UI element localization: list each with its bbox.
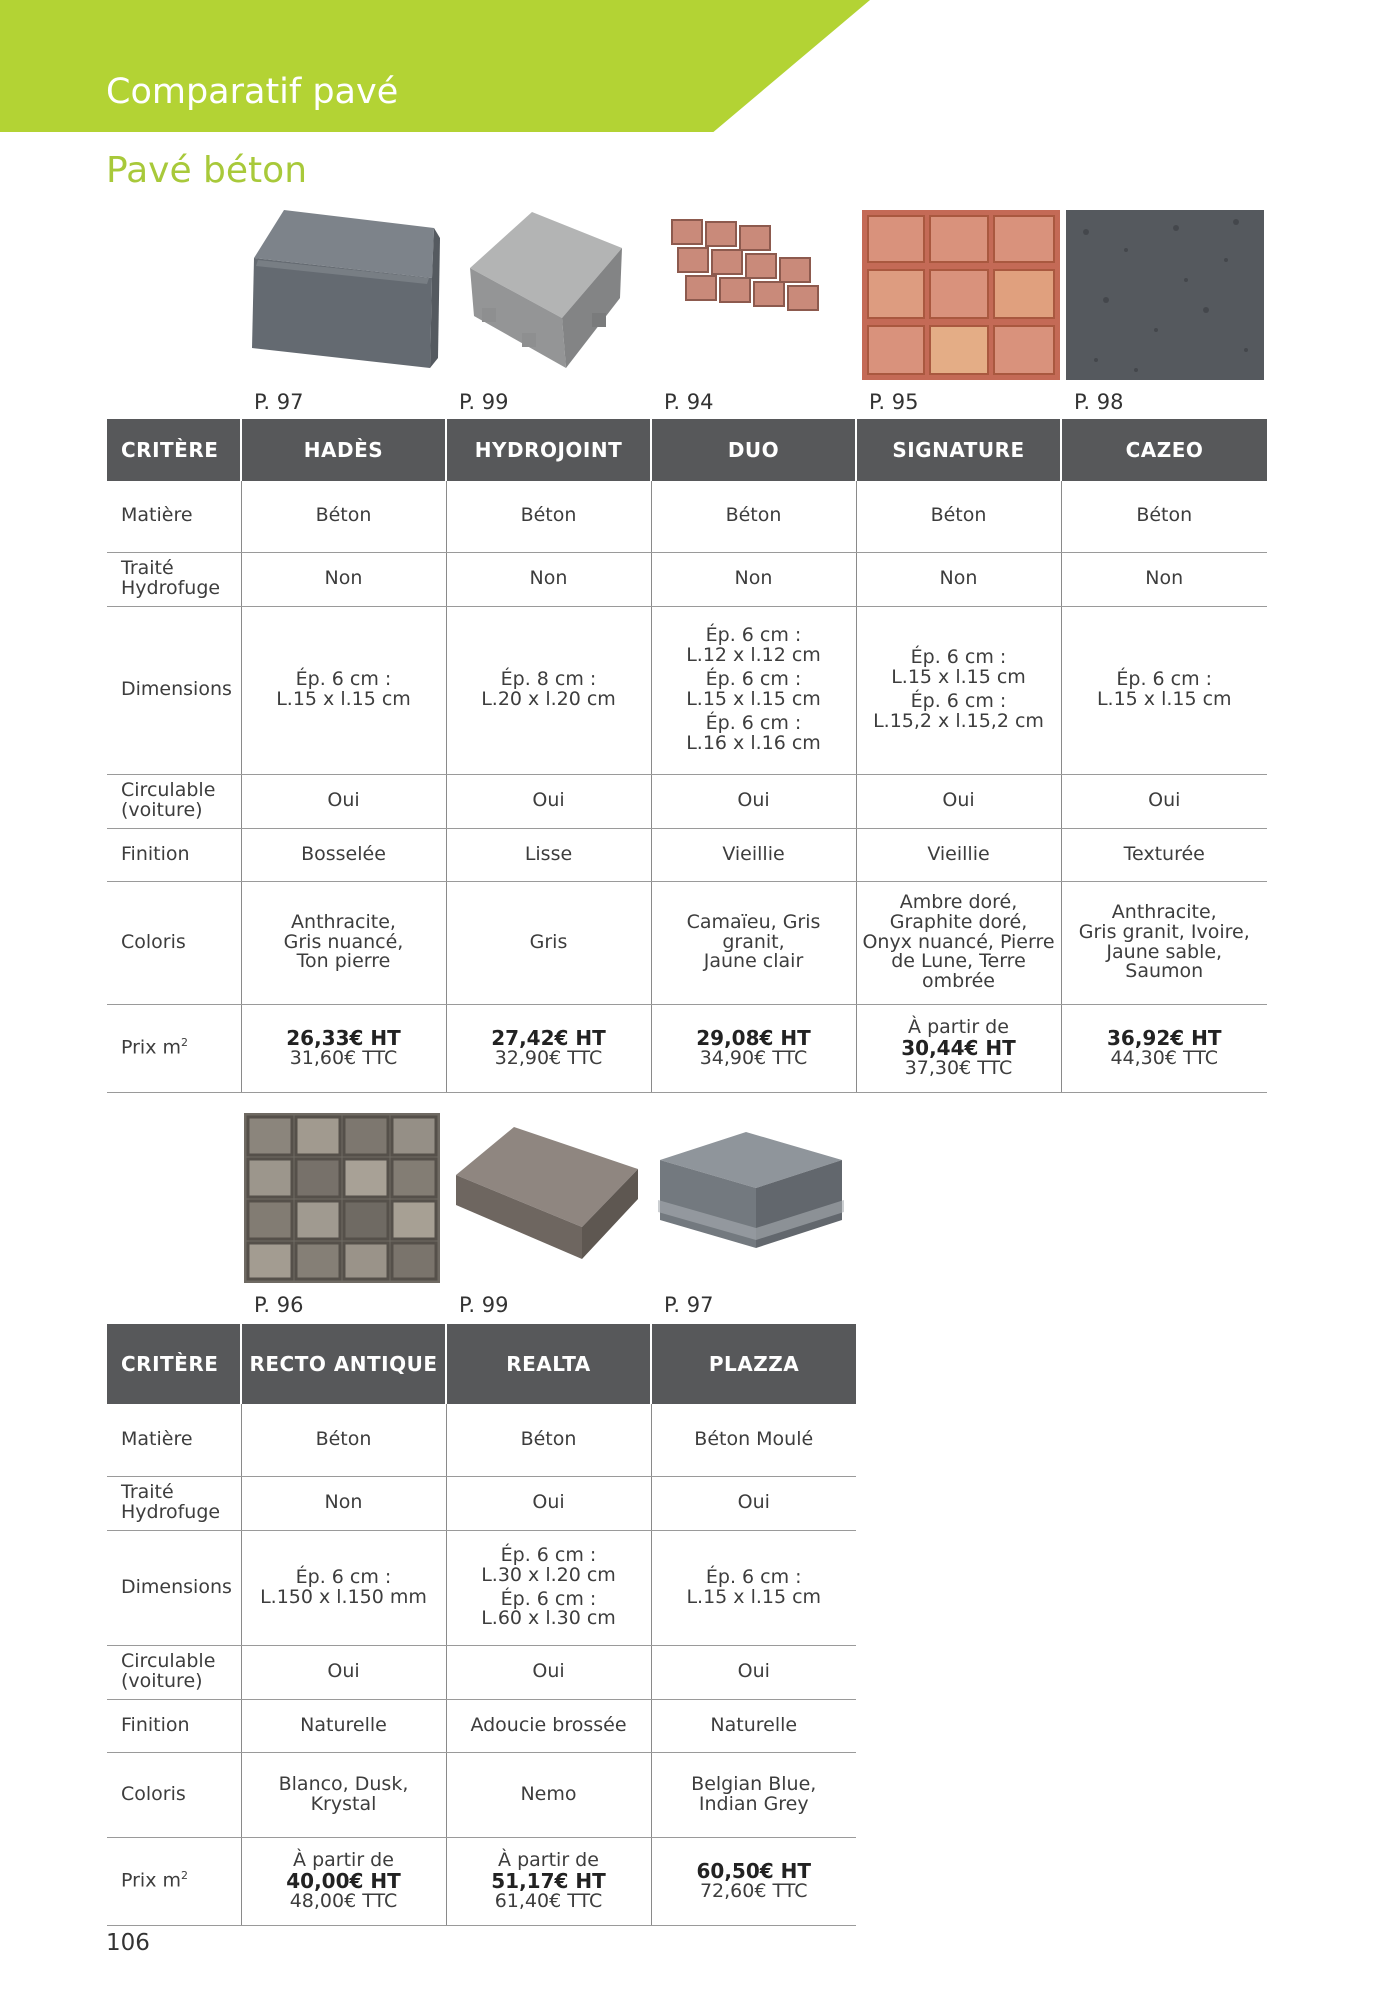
cell: Lisse bbox=[446, 828, 651, 881]
cell: Ép. 6 cm : L.15 x l.15 cm bbox=[241, 606, 446, 774]
cell: Non bbox=[1061, 552, 1267, 606]
cell: Oui bbox=[241, 1645, 446, 1699]
cell: Oui bbox=[856, 774, 1061, 828]
cell: Belgian Blue, Indian Grey bbox=[651, 1752, 856, 1837]
product-image-plazza bbox=[658, 1130, 844, 1270]
product-image-signature bbox=[862, 210, 1060, 380]
row-coloris bbox=[107, 881, 1267, 1004]
cell: Oui bbox=[651, 774, 856, 828]
row-label: Prix $m^2$ bbox=[107, 1837, 241, 1925]
row-coloris bbox=[107, 1752, 856, 1837]
row-traite bbox=[107, 552, 1267, 606]
cell: Vieillie bbox=[651, 828, 856, 881]
cell: Ép. 6 cm : L.30 x l.20 cm Ép. 6 cm : L.60 x l.30 cm bbox=[446, 1530, 651, 1645]
row-label: Prix $m^2$ bbox=[107, 1004, 241, 1092]
column-header: CRITÈRE bbox=[107, 1324, 241, 1404]
cell: Oui bbox=[1061, 774, 1267, 828]
cell: Béton bbox=[241, 481, 446, 552]
column-header: SIGNATURE bbox=[856, 419, 1061, 481]
page-ref: P. 99 bbox=[459, 1293, 509, 1317]
row-label: Coloris bbox=[107, 881, 241, 1004]
row-label: Dimensions bbox=[107, 1530, 241, 1645]
row-prix bbox=[107, 1004, 1267, 1092]
cell: Béton bbox=[446, 481, 651, 552]
page-ref: P. 98 bbox=[1074, 390, 1124, 414]
row-prix bbox=[107, 1837, 856, 1925]
cell: Non bbox=[241, 552, 446, 606]
cell: Non bbox=[241, 1476, 446, 1530]
product-image-cazeo bbox=[1066, 210, 1264, 380]
cell: Ambre doré, Graphite doré, Onyx nuancé, Pierre de Lune, Terre ombrée bbox=[856, 881, 1061, 1004]
cell: Non bbox=[446, 552, 651, 606]
cell: Texturée bbox=[1061, 828, 1267, 881]
column-header: PLAZZA bbox=[651, 1324, 856, 1404]
comparison-table-1 bbox=[107, 419, 1267, 1093]
row-finition bbox=[107, 828, 1267, 881]
section-title: Pavé béton bbox=[106, 150, 308, 191]
row-matiere bbox=[107, 481, 1267, 552]
page-ref: P. 97 bbox=[664, 1293, 714, 1317]
page-number: 106 bbox=[106, 1930, 150, 1956]
column-header: REALTA bbox=[446, 1324, 651, 1404]
row-label: Finition bbox=[107, 1699, 241, 1752]
cell: Adoucie brossée bbox=[446, 1699, 651, 1752]
cell: Ép. 8 cm : L.20 x l.20 cm bbox=[446, 606, 651, 774]
cell: Oui bbox=[241, 774, 446, 828]
column-header: RECTO ANTIQUE bbox=[241, 1324, 446, 1404]
row-circulable bbox=[107, 774, 1267, 828]
row-dimensions bbox=[107, 606, 1267, 774]
cell: Naturelle bbox=[651, 1699, 856, 1752]
row-label: Finition bbox=[107, 828, 241, 881]
cell: Ép. 6 cm : L.150 x l.150 mm bbox=[241, 1530, 446, 1645]
product-image-duo bbox=[668, 214, 836, 326]
cell: Oui bbox=[651, 1476, 856, 1530]
row-label: Traité Hydrofuge bbox=[107, 552, 241, 606]
cell: Non bbox=[856, 552, 1061, 606]
comparison-table-2 bbox=[107, 1324, 856, 1926]
cell: Ép. 6 cm : L.15 x l.15 cm Ép. 6 cm : L.15,2 x l.15,2 cm bbox=[856, 606, 1061, 774]
cell: Béton bbox=[651, 481, 856, 552]
row-label: Matière bbox=[107, 1404, 241, 1476]
cell: Naturelle bbox=[241, 1699, 446, 1752]
price-cell: 60,50€ HT 72,60€ TTC bbox=[651, 1837, 856, 1925]
cell: Oui bbox=[651, 1645, 856, 1699]
page-ref: P. 96 bbox=[254, 1293, 304, 1317]
cell: Béton bbox=[241, 1404, 446, 1476]
price-cell: 29,08€ HT 34,90€ TTC bbox=[651, 1004, 856, 1092]
column-header: CRITÈRE bbox=[107, 419, 241, 481]
product-image-hades bbox=[244, 208, 440, 376]
cell: Non bbox=[651, 552, 856, 606]
product-image-recto-antique bbox=[244, 1113, 440, 1283]
row-label: Circulable (voiture) bbox=[107, 1645, 241, 1699]
header-banner bbox=[0, 0, 870, 132]
price-cell: À partir de 51,17€ HT 61,40€ TTC bbox=[446, 1837, 651, 1925]
row-matiere bbox=[107, 1404, 856, 1476]
cell: Anthracite, Gris granit, Ivoire, Jaune sable, Saumon bbox=[1061, 881, 1267, 1004]
page-ref: P. 97 bbox=[254, 390, 304, 414]
page-ref: P. 94 bbox=[664, 390, 714, 414]
cell: Béton bbox=[446, 1404, 651, 1476]
cell: Ép. 6 cm : L.12 x l.12 cm Ép. 6 cm : L.15 x l.15 cm Ép. 6 cm : L.16 x l.16 cm bbox=[651, 606, 856, 774]
row-label: Dimensions bbox=[107, 606, 241, 774]
cell: Oui bbox=[446, 1645, 651, 1699]
cell: Oui bbox=[446, 774, 651, 828]
product-image-hydrojoint bbox=[462, 208, 628, 376]
column-header: HYDROJOINT bbox=[446, 419, 651, 481]
cell: Béton bbox=[1061, 481, 1267, 552]
cell: Ép. 6 cm : L.15 x l.15 cm bbox=[651, 1530, 856, 1645]
row-traite bbox=[107, 1476, 856, 1530]
row-label: Circulable (voiture) bbox=[107, 774, 241, 828]
price-cell: À partir de 40,00€ HT 48,00€ TTC bbox=[241, 1837, 446, 1925]
column-header: HADÈS bbox=[241, 419, 446, 481]
price-cell: À partir de 30,44€ HT 37,30€ TTC bbox=[856, 1004, 1061, 1092]
price-cell: 26,33€ HT 31,60€ TTC bbox=[241, 1004, 446, 1092]
cell: Blanco, Dusk, Krystal bbox=[241, 1752, 446, 1837]
product-image-realta bbox=[452, 1123, 642, 1273]
cell: Béton bbox=[856, 481, 1061, 552]
column-header: CAZEO bbox=[1061, 419, 1267, 481]
row-finition bbox=[107, 1699, 856, 1752]
cell: Bosselée bbox=[241, 828, 446, 881]
row-circulable bbox=[107, 1645, 856, 1699]
cell: Vieillie bbox=[856, 828, 1061, 881]
price-cell: 27,42€ HT 32,90€ TTC bbox=[446, 1004, 651, 1092]
cell: Camaïeu, Gris granit, Jaune clair bbox=[651, 881, 856, 1004]
cell: Nemo bbox=[446, 1752, 651, 1837]
row-label: Matière bbox=[107, 481, 241, 552]
page-ref: P. 95 bbox=[869, 390, 919, 414]
cell: Ép. 6 cm : L.15 x l.15 cm bbox=[1061, 606, 1267, 774]
row-label: Coloris bbox=[107, 1752, 241, 1837]
price-cell: 36,92€ HT 44,30€ TTC bbox=[1061, 1004, 1267, 1092]
cell: Anthracite, Gris nuancé, Ton pierre bbox=[241, 881, 446, 1004]
cell: Oui bbox=[446, 1476, 651, 1530]
page-title: Comparatif pavé bbox=[106, 72, 399, 112]
cell: Gris bbox=[446, 881, 651, 1004]
row-label: Traité Hydrofuge bbox=[107, 1476, 241, 1530]
column-header: DUO bbox=[651, 419, 856, 481]
row-dimensions bbox=[107, 1530, 856, 1645]
cell: Béton Moulé bbox=[651, 1404, 856, 1476]
page-ref: P. 99 bbox=[459, 390, 509, 414]
